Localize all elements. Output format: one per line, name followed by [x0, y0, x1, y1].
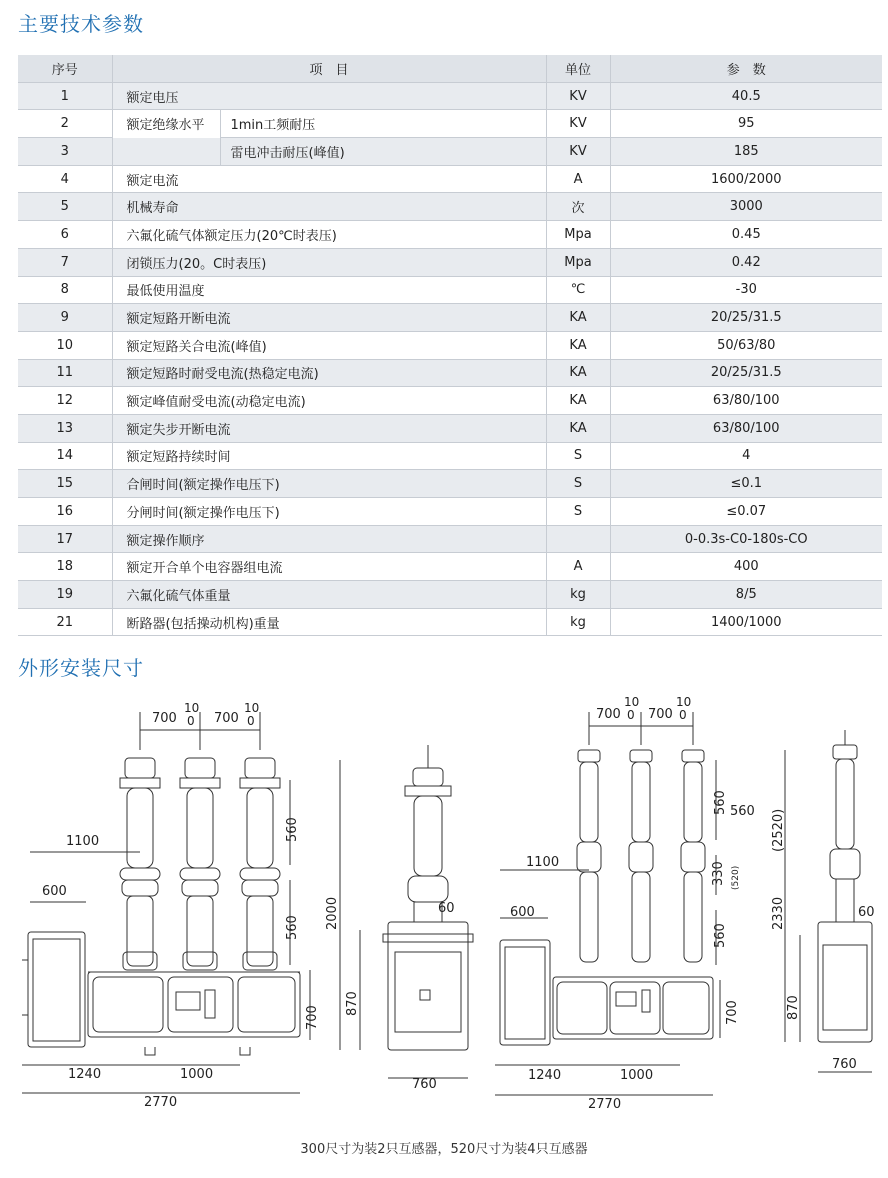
cell-no: 18 — [18, 553, 112, 581]
table-header-row — [18, 55, 882, 82]
dim-2770-a: 2770 — [144, 1095, 178, 1110]
cell-item: 额定绝缘水平 — [112, 110, 220, 138]
dim-0-d: 0 — [679, 708, 687, 722]
dimension-section-title: 外形安装尺寸 — [18, 656, 144, 680]
table-row — [18, 193, 882, 221]
spec-section-title: 主要技术参数 — [18, 12, 144, 36]
cell-value: 8/5 — [610, 581, 882, 609]
dim-700-b: 700 — [214, 711, 239, 726]
cell-no: 2 — [18, 110, 112, 138]
table-row — [18, 442, 882, 470]
table-row — [18, 525, 882, 553]
installation-dimension-drawings — [0, 690, 888, 1130]
cell-item: 额定短路关合电流(峰值) — [112, 331, 546, 359]
cell-unit: KV — [546, 138, 610, 166]
header-no: 序号 — [18, 55, 112, 82]
cell-unit: 次 — [546, 193, 610, 221]
dim-560-c: 560 — [713, 790, 728, 815]
cell-no: 1 — [18, 82, 112, 110]
dim-1000-a: 1000 — [180, 1067, 214, 1082]
dim-10-c: 10 — [624, 695, 640, 709]
dim-60-a: 60 — [438, 901, 455, 916]
cell-value: 50/63/80 — [610, 331, 882, 359]
cell-item: 额定电压 — [112, 82, 546, 110]
dim-60-b: 60 — [858, 905, 875, 920]
cell-unit: KA — [546, 359, 610, 387]
dim-560-b: 560 — [285, 915, 300, 940]
dim-1000-b: 1000 — [620, 1068, 654, 1083]
table-row — [18, 470, 882, 498]
dim-2770-b: 2770 — [588, 1097, 622, 1112]
table-row — [18, 553, 882, 581]
cell-item: 额定失步开断电流 — [112, 414, 546, 442]
cell-value: 4 — [610, 442, 882, 470]
dim-1100-b: 1100 — [526, 855, 560, 870]
cell-item: 最低使用温度 — [112, 276, 546, 304]
table-row — [18, 248, 882, 276]
cell-value: 20/25/31.5 — [610, 304, 882, 332]
cell-item — [112, 138, 220, 166]
cell-no: 16 — [18, 498, 112, 526]
cell-item: 额定开合单个电容器组电流 — [112, 553, 546, 581]
dim-0-c: 0 — [627, 708, 635, 722]
cell-item: 闭锁压力(20。C时表压) — [112, 248, 546, 276]
dim-2000: 2000 — [325, 896, 340, 930]
dim-760-a: 760 — [412, 1077, 437, 1092]
cell-item: 额定短路持续时间 — [112, 442, 546, 470]
dim-10-a: 10 — [184, 701, 200, 715]
table-row — [18, 331, 882, 359]
dim-1240-b: 1240 — [528, 1068, 562, 1083]
cell-item-sub: 雷电冲击耐压(峰值) — [220, 138, 546, 166]
cell-no: 8 — [18, 276, 112, 304]
cell-value: 0.45 — [610, 221, 882, 249]
dim-0-b: 0 — [247, 714, 255, 728]
cell-value: 3000 — [610, 193, 882, 221]
header-item: 项 目 — [112, 55, 546, 82]
dim-600-b: 600 — [510, 905, 535, 920]
table-row — [18, 82, 882, 110]
dim-10-b: 10 — [244, 701, 260, 715]
cell-value: 20/25/31.5 — [610, 359, 882, 387]
cell-value: 0-0.3s-C0-180s-CO — [610, 525, 882, 553]
cell-no: 17 — [18, 525, 112, 553]
cell-unit: KA — [546, 304, 610, 332]
dim-600-a: 600 — [42, 884, 67, 899]
table-row — [18, 359, 882, 387]
cell-unit: Mpa — [546, 248, 610, 276]
cell-item: 分闸时间(额定操作电压下) — [112, 498, 546, 526]
cell-no: 6 — [18, 221, 112, 249]
cell-unit: S — [546, 470, 610, 498]
cell-unit: KA — [546, 387, 610, 415]
cell-value: 95 — [610, 110, 882, 138]
cell-item: 六氟化硫气体重量 — [112, 581, 546, 609]
cell-unit: A — [546, 553, 610, 581]
cell-value: 1600/2000 — [610, 165, 882, 193]
dim-2520: (2520) — [771, 808, 786, 852]
caption-note: 300尺寸为装2只互感器，520尺寸为装4只互感器 — [300, 1142, 588, 1157]
table-row — [18, 304, 882, 332]
cell-unit: kg — [546, 581, 610, 609]
cell-no: 9 — [18, 304, 112, 332]
cell-item: 额定操作顺序 — [112, 525, 546, 553]
cell-no: 3 — [18, 138, 112, 166]
dim-2330: 2330 — [771, 896, 786, 930]
table-row — [18, 165, 882, 193]
dim-560-c-h: 560 — [730, 804, 755, 819]
cell-no: 4 — [18, 165, 112, 193]
cell-item: 合闸时间(额定操作电压下) — [112, 470, 546, 498]
dim-870-a: 870 — [345, 991, 360, 1016]
header-unit: 单位 — [546, 55, 610, 82]
cell-unit: KA — [546, 331, 610, 359]
cell-item: 断路器(包括操动机构)重量 — [112, 608, 546, 636]
cell-unit — [546, 525, 610, 553]
cell-unit: KV — [546, 82, 610, 110]
cell-value: 1400/1000 — [610, 608, 882, 636]
cell-unit: ℃ — [546, 276, 610, 304]
cell-value: ≤0.07 — [610, 498, 882, 526]
table-row — [18, 110, 882, 138]
table-row — [18, 276, 882, 304]
front-view-drawing-1 — [22, 712, 310, 1093]
dim-330: 330 — [711, 861, 726, 886]
cell-no: 21 — [18, 608, 112, 636]
table-row — [18, 498, 882, 526]
spec-table — [18, 55, 882, 636]
dim-0-a: 0 — [187, 714, 195, 728]
table-row — [18, 414, 882, 442]
dim-10-d: 10 — [676, 695, 692, 709]
table-row — [18, 221, 882, 249]
cell-unit: S — [546, 498, 610, 526]
dim-700-v-b: 700 — [725, 1000, 740, 1025]
table-row — [18, 138, 882, 166]
cell-no: 13 — [18, 414, 112, 442]
cell-item-sub: 1min工频耐压 — [220, 110, 546, 138]
cell-item: 额定短路开断电流 — [112, 304, 546, 332]
cell-unit: A — [546, 165, 610, 193]
cell-unit: Mpa — [546, 221, 610, 249]
cell-no: 14 — [18, 442, 112, 470]
dim-520: (520) — [731, 865, 741, 890]
front-view-drawing-2 — [495, 712, 720, 1095]
dim-560-d: 560 — [713, 923, 728, 948]
cell-unit: kg — [546, 608, 610, 636]
cell-value: 63/80/100 — [610, 414, 882, 442]
dim-1100-a: 1100 — [66, 834, 100, 849]
dim-700-c: 700 — [596, 707, 621, 722]
cell-no: 19 — [18, 581, 112, 609]
table-row — [18, 581, 882, 609]
cell-no: 5 — [18, 193, 112, 221]
header-param: 参 数 — [610, 55, 882, 82]
cell-unit: S — [546, 442, 610, 470]
dim-870-b: 870 — [786, 995, 801, 1020]
dim-700-d: 700 — [648, 707, 673, 722]
cell-value: 0.42 — [610, 248, 882, 276]
dim-700-v-a: 700 — [305, 1005, 320, 1030]
table-row — [18, 608, 882, 636]
cell-value: ≤0.1 — [610, 470, 882, 498]
cell-no: 11 — [18, 359, 112, 387]
cell-item: 额定电流 — [112, 165, 546, 193]
cell-no: 12 — [18, 387, 112, 415]
cell-item: 六氟化硫气体额定压力(20℃时表压) — [112, 221, 546, 249]
table-row — [18, 387, 882, 415]
dim-760-b: 760 — [832, 1057, 857, 1072]
cell-value: 185 — [610, 138, 882, 166]
cell-unit: KA — [546, 414, 610, 442]
dim-1240-a: 1240 — [68, 1067, 102, 1082]
cell-unit: KV — [546, 110, 610, 138]
cell-item: 额定峰值耐受电流(动稳定电流) — [112, 387, 546, 415]
cell-item: 额定短路时耐受电流(热稳定电流) — [112, 359, 546, 387]
cell-value: 400 — [610, 553, 882, 581]
cell-value: 40.5 — [610, 82, 882, 110]
cell-value: 63/80/100 — [610, 387, 882, 415]
cell-no: 10 — [18, 331, 112, 359]
cell-no: 7 — [18, 248, 112, 276]
cell-value: -30 — [610, 276, 882, 304]
cell-no: 15 — [18, 470, 112, 498]
cell-item: 机械寿命 — [112, 193, 546, 221]
dim-560-a: 560 — [285, 817, 300, 842]
dim-700-a: 700 — [152, 711, 177, 726]
